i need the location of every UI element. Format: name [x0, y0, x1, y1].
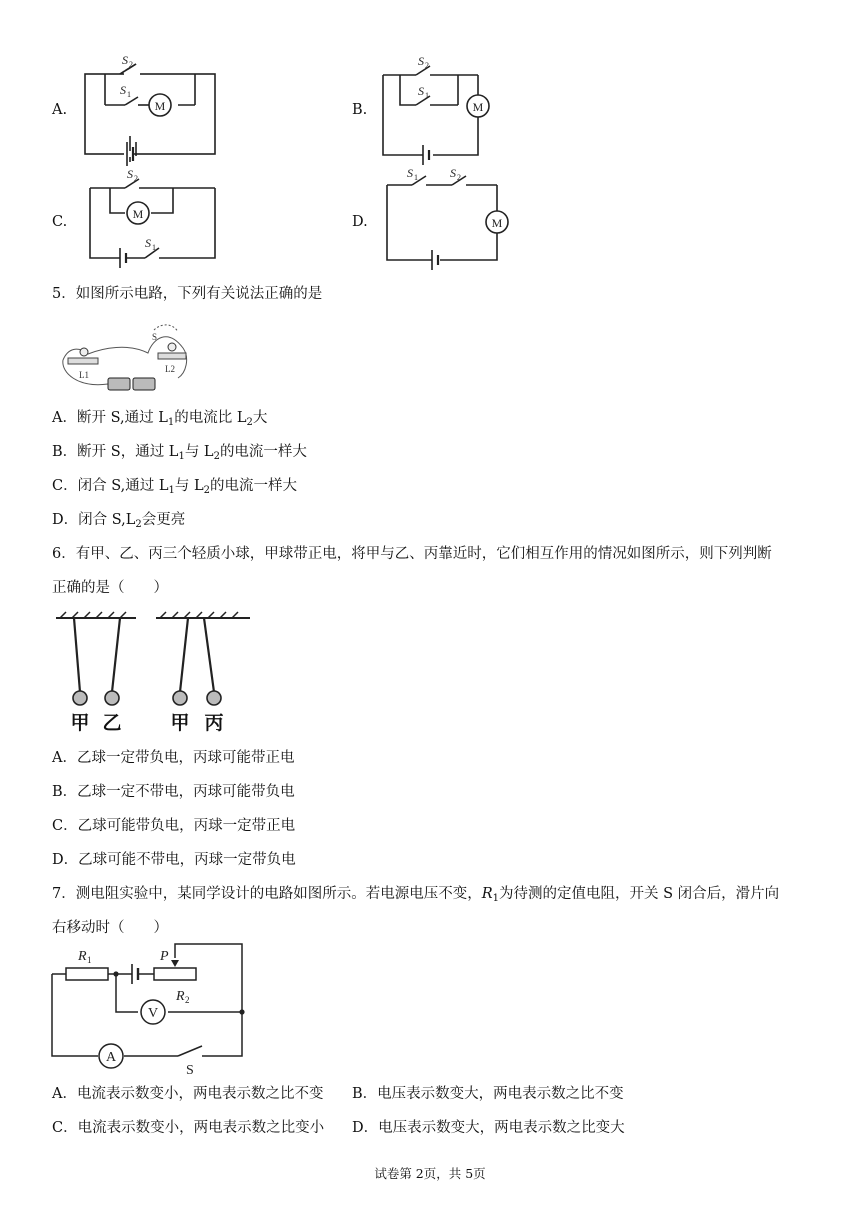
svg-text:S: S	[152, 332, 158, 342]
svg-text:A: A	[105, 1050, 117, 1065]
q4-circuit-b	[378, 55, 508, 160]
q6-option-b: B．乙球一定不带电，丙球可能带负电	[52, 784, 295, 800]
svg-text:P: P	[160, 949, 169, 964]
svg-text:M: M	[132, 207, 144, 221]
svg-text:乙: 乙	[102, 713, 122, 734]
q5-stem: 5．如图所示电路，下列有关说法正确的是	[52, 286, 323, 302]
svg-text:甲: 甲	[170, 713, 190, 734]
q5-option-a: A．断开 S,通过 $L_1$的电流比 $L_2$大	[52, 410, 268, 428]
q5-circuit-photo	[58, 318, 198, 398]
svg-text:M: M	[472, 100, 484, 114]
svg-text:2: 2	[129, 60, 133, 69]
q7-option-b: B．电压表示数变大，两电表示数之比不变	[352, 1086, 624, 1102]
q5-option-b: B．断开 S，通过 $L_1$与 $L_2$的电流一样大	[52, 444, 307, 462]
q4-circuit-d	[382, 165, 522, 270]
q7-circuit	[50, 938, 250, 1078]
page-footer: 试卷第 2页，共 5页	[374, 1166, 486, 1181]
svg-text:R: R	[176, 989, 185, 1004]
svg-text:1: 1	[414, 173, 418, 182]
q4-circuit-c	[85, 168, 225, 268]
q7-stem-line1: 7．测电阻实验中，某同学设计的电路如图所示。若电源电压不变，$R_1$为待测的定值电阻，开关 S 闭合后，滑片向	[52, 886, 780, 904]
q4-option-a-label: A.	[52, 102, 68, 118]
q7-option-a: A．电流表示数变小，两电表示数之比不变	[52, 1086, 324, 1102]
svg-text:2: 2	[185, 995, 190, 1005]
svg-text:2: 2	[134, 174, 138, 183]
svg-text:2: 2	[457, 173, 461, 182]
svg-text:S: S	[120, 83, 126, 97]
svg-text:1: 1	[127, 90, 131, 99]
q5-option-c: C．闭合 S,通过 $L_1$与 $L_2$的电流一样大	[52, 478, 297, 496]
svg-text:1: 1	[87, 955, 92, 965]
q6-pendulum-figure	[52, 612, 262, 737]
svg-text:S: S	[145, 236, 151, 250]
svg-text:L2: L2	[165, 364, 175, 374]
svg-text:1: 1	[152, 243, 156, 252]
q6-option-a: A．乙球一定带负电，丙球可能带正电	[52, 750, 295, 766]
svg-text:S: S	[186, 1063, 194, 1078]
q6-stem-line2: 正确的是（ ）	[52, 580, 168, 596]
q4-option-c-label: C.	[52, 214, 68, 230]
svg-text:S: S	[418, 84, 424, 98]
q7-option-c: C．电流表示数变小，两电表示数之比变小	[52, 1120, 325, 1136]
svg-text:S: S	[407, 166, 413, 180]
q4-option-d-label: D.	[352, 214, 368, 230]
svg-text:S: S	[127, 167, 133, 181]
svg-text:L1: L1	[79, 370, 89, 380]
svg-text:1: 1	[425, 91, 429, 100]
svg-text:R: R	[78, 949, 87, 964]
q6-option-d: D．乙球可能不带电，丙球一定带负电	[52, 852, 296, 868]
q6-option-c: C．乙球可能带负电，丙球一定带正电	[52, 818, 296, 834]
svg-text:甲: 甲	[70, 713, 90, 734]
svg-text:S: S	[122, 53, 128, 67]
q7-stem-line2: 右移动时（ ）	[52, 920, 168, 936]
q5-option-d: D．闭合 $S,L_2$会更亮	[52, 512, 186, 530]
q4-option-b-label: B.	[352, 102, 368, 118]
svg-text:2: 2	[425, 61, 429, 70]
svg-text:V: V	[147, 1006, 159, 1021]
q6-stem-line1: 6．有甲、乙、丙三个轻质小球，甲球带正电，将甲与乙、丙靠近时，它们相互作用的情况如图所示，则下列判断	[52, 546, 772, 562]
q7-option-d: D．电压表示数变大，两电表示数之比变大	[352, 1120, 625, 1136]
motor-label: M	[154, 99, 166, 113]
svg-text:S: S	[450, 166, 456, 180]
svg-text:丙: 丙	[204, 713, 224, 734]
q4-circuit-a	[80, 50, 220, 160]
svg-text:S: S	[418, 54, 424, 68]
svg-text:M: M	[491, 216, 503, 230]
